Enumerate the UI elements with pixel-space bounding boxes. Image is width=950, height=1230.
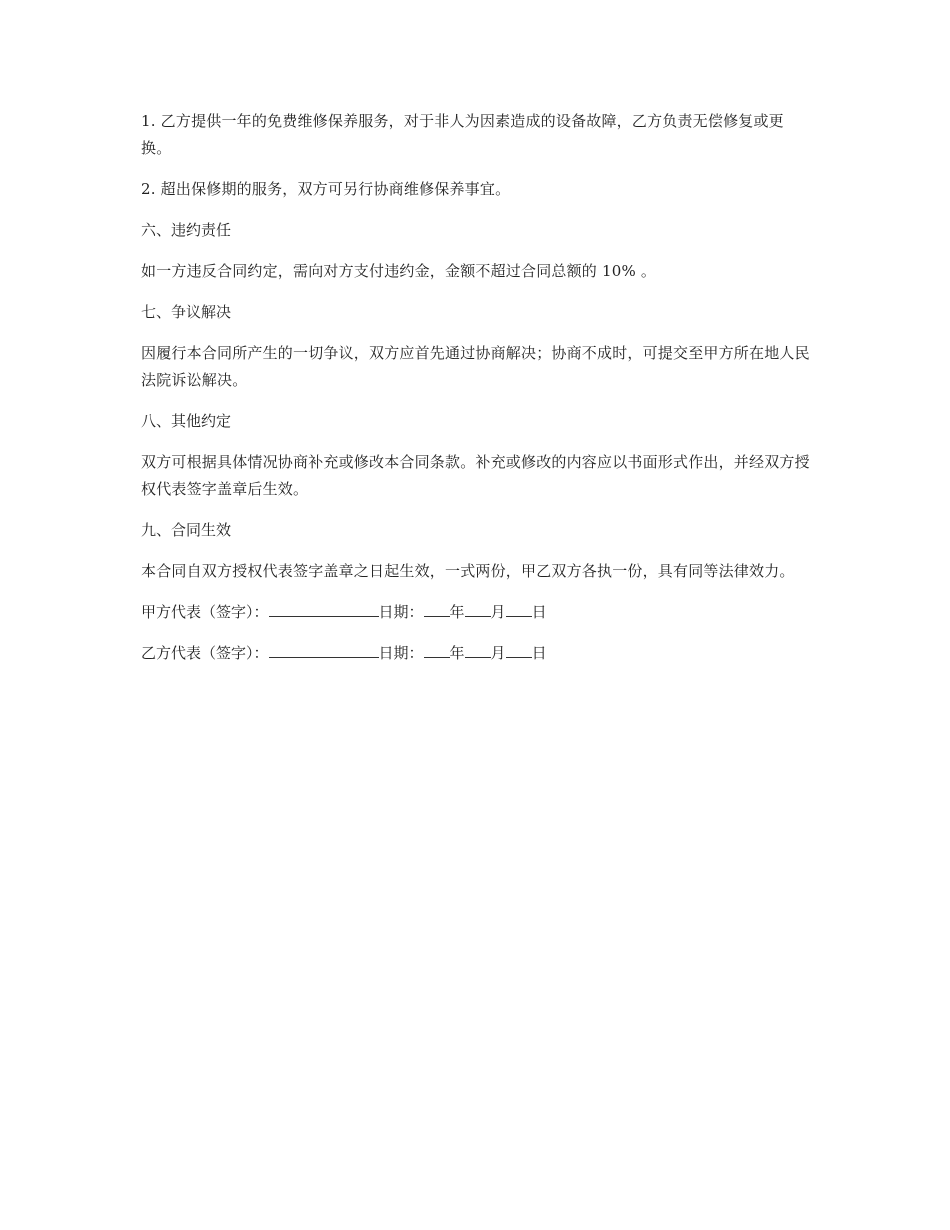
month-label: 月	[490, 644, 506, 662]
section-body-dispute: 因履行本合同所产生的一切争议，双方应首先通过协商解决；协商不成时，可提交至甲方所在地人民法院诉讼解决。	[141, 344, 810, 389]
year-blank	[424, 640, 450, 658]
clause-paragraph: 2. 超出保修期的服务，双方可另行协商维修保养事宜。	[141, 180, 511, 198]
date-label: 日期：	[378, 644, 424, 662]
section-body-effective: 本合同自双方授权代表签字盖章之日起生效，一式两份，甲乙双方各执一份，具有同等法律效力。	[141, 562, 795, 580]
day-blank	[506, 599, 532, 617]
document-body	[141, 108, 813, 681]
section-body-breach: 如一方违反合同约定，需向对方支付违约金，金额不超过合同总额的 10% 。	[141, 262, 657, 280]
signature-blank	[269, 640, 379, 658]
year-label: 年	[449, 644, 465, 662]
clause-paragraph: 1. 乙方提供一年的免费维修保养服务，对于非人为因素造成的设备故障，乙方负责无偿修复或更换。	[141, 112, 784, 157]
section-heading-breach: 六、违约责任	[141, 221, 232, 239]
signature-line-party-b	[141, 640, 813, 667]
signature-label: 甲方代表（签字）：	[141, 603, 269, 621]
month-label: 月	[490, 603, 506, 621]
date-label: 日期：	[378, 603, 424, 621]
signature-label: 乙方代表（签字）：	[141, 644, 269, 662]
section-heading-effective: 九、合同生效	[141, 521, 232, 539]
year-label: 年	[449, 603, 465, 621]
signature-blank	[269, 599, 379, 617]
section-body-other: 双方可根据具体情况协商补充或修改本合同条款。补充或修改的内容应以书面形式作出，并经双方授权代表签字盖章后生效。	[141, 453, 810, 498]
day-label: 日	[531, 603, 547, 621]
year-blank	[424, 599, 450, 617]
day-label: 日	[531, 644, 547, 662]
day-blank	[506, 640, 532, 658]
section-heading-other: 八、其他约定	[141, 412, 232, 430]
section-heading-dispute: 七、争议解决	[141, 303, 232, 321]
month-blank	[465, 599, 491, 617]
signature-line-party-a	[141, 599, 813, 626]
month-blank	[465, 640, 491, 658]
